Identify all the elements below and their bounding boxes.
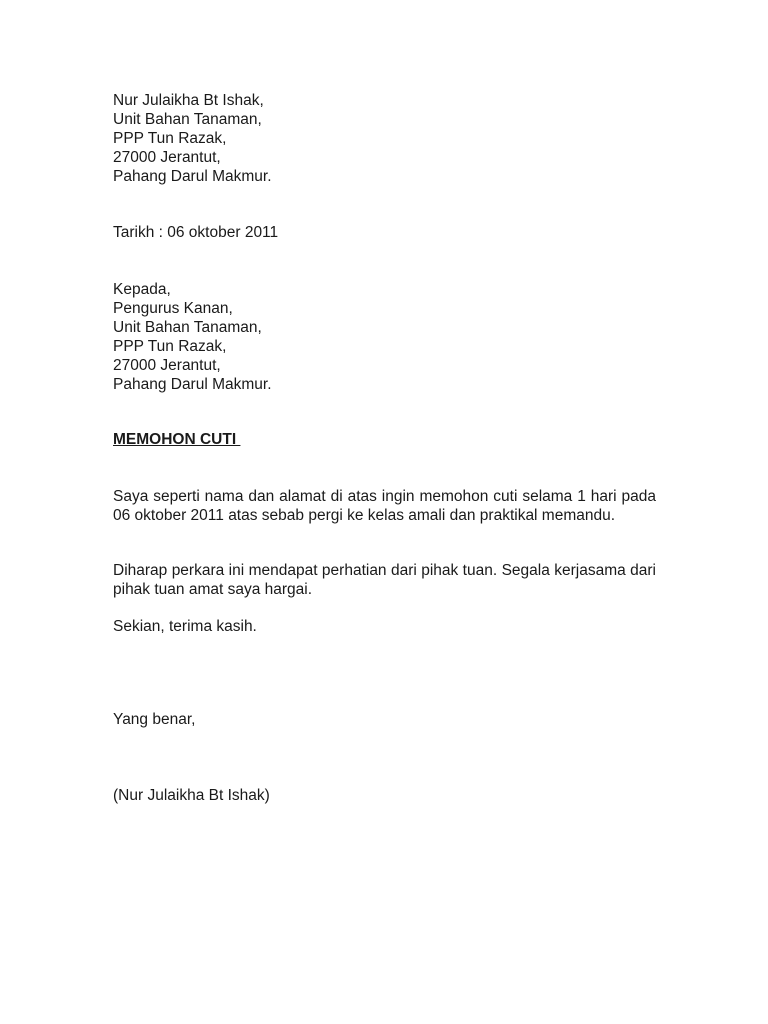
sender-postcode-city: 27000 Jerantut, [113,149,221,166]
sender-name: Nur Julaikha Bt Ishak, [113,92,264,109]
recipient-state: Pahang Darul Makmur. [113,376,272,393]
sender-unit: Unit Bahan Tanaman, [113,111,262,128]
letter-date: Tarikh : 06 oktober 2011 [113,224,279,241]
recipient-salutation: Kepada, [113,281,171,298]
sender-organization: PPP Tun Razak, [113,130,227,147]
closing-phrase: Yang benar, [113,711,196,728]
recipient-unit: Unit Bahan Tanaman, [113,319,262,336]
body-paragraph: Saya seperti nama dan alamat di atas ingin memohon cuti selama 1 hari pada 06 oktober 2011 atas sebab pergi ke kelas amali dan praktikal memandu. [113,488,656,524]
recipient-postcode-city: 27000 Jerantut, [113,357,221,374]
sender-address [113,91,656,186]
letter-subject: MEMOHON CUTI [113,431,241,448]
recipient-organization: PPP Tun Razak, [113,338,227,355]
body-paragraph: Sekian, terima kasih. [113,618,257,635]
recipient-address [113,280,656,394]
sender-state: Pahang Darul Makmur. [113,168,272,185]
recipient-title: Pengurus Kanan, [113,300,233,317]
signature-name: (Nur Julaikha Bt Ishak) [113,787,270,804]
body-paragraph: Diharap perkara ini mendapat perhatian dari pihak tuan. Segala kerjasama dari pihak tuan amat saya hargai. [113,562,656,598]
